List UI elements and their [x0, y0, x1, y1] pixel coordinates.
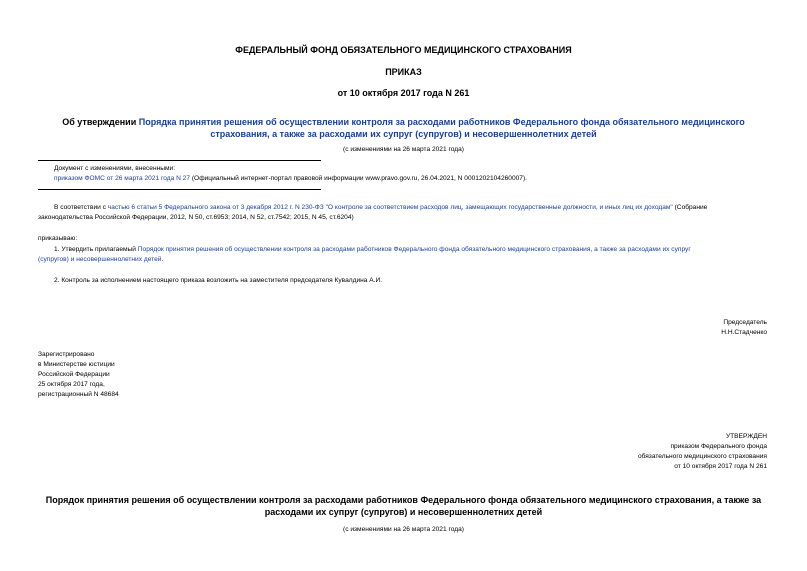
- item1-prefix: 1. Утвердить прилагаемый: [54, 246, 138, 253]
- item1-procedure-link[interactable]: Порядок принятия решения об осуществлении контроля за расходами работников Федерального фонда обязательного медицинского страхования, а также за расходами их супруг: [137, 246, 691, 253]
- signature-title: Председатель: [723, 319, 767, 326]
- approved-line: обязательного медицинского страхования: [637, 453, 767, 460]
- registration-block: [38, 350, 119, 400]
- order-word: приказываю:: [38, 235, 78, 242]
- preamble-line2: законодательства Российской Федерации, 2012, N 50, ст.6953; 2014, N 52, ст.7542; 2015, N 45, ст.6204): [38, 214, 354, 221]
- item1-procedure-link-cont[interactable]: (супругов) и несовершеннолетних детей: [38, 256, 162, 263]
- approved-line: от 10 октября 2017 года N 261: [674, 463, 767, 470]
- approved-line: приказом Федерального фонда: [670, 443, 767, 450]
- order-item-1: [38, 245, 778, 265]
- registration-line: 25 октября 2017 года,: [38, 381, 105, 388]
- changes-divider-bottom: [38, 189, 321, 190]
- title-prefix: Об утверждении: [62, 117, 139, 127]
- document-date-number: от 10 октября 2017 года N 261: [337, 88, 470, 98]
- appendix-title-line2: расходами их супруг (супругов) и несовершеннолетних детей: [264, 507, 543, 517]
- amended-note: (с изменениями на 26 марта 2021 года): [343, 146, 464, 153]
- changes-label: Документ с изменениями, внесенными:: [54, 165, 176, 172]
- document-title: [0, 116, 807, 140]
- title-link-part1[interactable]: Порядка принятия решения об осуществлении контроля за расходами работников Федерального фонда обязательного медицинского: [138, 117, 745, 127]
- title-link-part2[interactable]: страхования, а также за расходами их супруг (супругов) и несовершеннолетних детей: [210, 129, 597, 139]
- appendix-title: [0, 494, 807, 518]
- order-item-2: 2. Контроль за исполнением настоящего приказа возложить на заместителя председателя Кувалдина А.И.: [54, 277, 383, 284]
- changes-link[interactable]: приказом ФОМС от 26 марта 2021 года N 27: [54, 175, 191, 182]
- preamble-law-link[interactable]: частью 6 статьи 5 Федерального закона от 3 декабря 2012 г. N 230-ФЗ "О контроле за соответствием расходов лиц, замещающих государственные должности, и иных лиц их доходам": [107, 204, 673, 211]
- signature-name: Н.Н.Стадченко: [721, 329, 767, 336]
- preamble-prefix: В соответствии с: [54, 204, 108, 211]
- changes-rest: (Официальный интернет-портал правовой информации www.pravo.gov.ru, 26.04.2021, N 0001202104260007).: [190, 175, 527, 182]
- registration-line: в Министерстве юстиции: [38, 361, 115, 368]
- changes-block: [54, 164, 794, 184]
- appendix-title-line1: Порядок принятия решения об осуществлении контроля за расходами работников Федерального фонда обязательного медицинского страхования, а также за: [45, 495, 762, 505]
- preamble: [38, 203, 778, 223]
- appendix-amended-note: (с изменениями на 26 марта 2021 года): [343, 526, 464, 533]
- signature-block: [560, 318, 767, 338]
- registration-line: Зарегистрировано: [38, 351, 95, 358]
- registration-line: регистрационный N 48684: [38, 391, 119, 398]
- document-type: ПРИКАЗ: [385, 67, 422, 77]
- approved-line: УТВЕРЖДЕН: [725, 433, 767, 440]
- approved-block: [560, 432, 767, 472]
- preamble-rest: (Собрание: [672, 204, 708, 211]
- changes-divider-top: [38, 160, 321, 161]
- organization-name: ФЕДЕРАЛЬНЫЙ ФОНД ОБЯЗАТЕЛЬНОГО МЕДИЦИНСКОГО СТРАХОВАНИЯ: [235, 45, 572, 55]
- registration-line: Российской Федерации: [38, 371, 110, 378]
- item1-suffix: .: [161, 256, 164, 263]
